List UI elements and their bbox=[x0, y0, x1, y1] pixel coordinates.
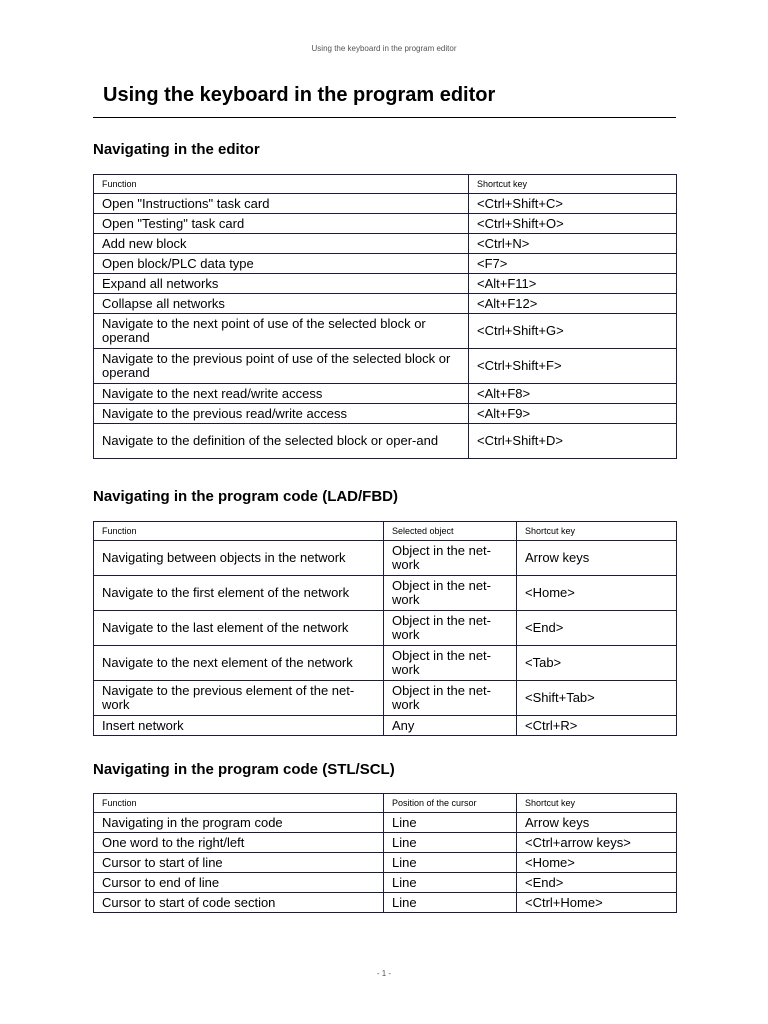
shortcut-cell: <Tab> bbox=[517, 646, 677, 681]
object-cell: Object in the net-work bbox=[384, 541, 517, 576]
table-row bbox=[94, 893, 677, 913]
running-header: Using the keyboard in the program editor bbox=[311, 44, 457, 53]
column-header-shortcut-key: Shortcut key bbox=[517, 522, 677, 541]
function-cell: Navigate to the previous read/write access bbox=[94, 404, 469, 424]
table-row bbox=[94, 294, 677, 314]
table-header-row bbox=[94, 794, 677, 813]
shortcut-cell: <Shift+Tab> bbox=[517, 681, 677, 716]
table-row bbox=[94, 254, 677, 274]
table-row bbox=[94, 813, 677, 833]
table-header-row bbox=[94, 522, 677, 541]
shortcut-cell: <F7> bbox=[469, 254, 677, 274]
object-cell: Object in the net-work bbox=[384, 646, 517, 681]
page-number: - 1 - bbox=[376, 969, 392, 978]
section-heading-editor: Navigating in the editor bbox=[93, 141, 260, 158]
shortcut-cell: <Ctrl+Shift+D> bbox=[469, 424, 677, 459]
shortcut-table-stl-scl bbox=[93, 793, 677, 913]
function-cell: Navigating between objects in the network bbox=[94, 541, 384, 576]
column-header-function: Function bbox=[94, 522, 384, 541]
shortcut-cell: <Ctrl+Home> bbox=[517, 893, 677, 913]
function-cell: Open block/PLC data type bbox=[94, 254, 469, 274]
table-row bbox=[94, 833, 677, 853]
column-header-function: Function bbox=[94, 175, 469, 194]
cursor-position-cell: Line bbox=[384, 873, 517, 893]
shortcut-cell: <End> bbox=[517, 873, 677, 893]
table-row bbox=[94, 873, 677, 893]
function-cell: Navigate to the first element of the network bbox=[94, 576, 384, 611]
shortcut-cell: <Alt+F9> bbox=[469, 404, 677, 424]
shortcut-table-lad-fbd bbox=[93, 521, 677, 736]
function-cell: Navigate to the definition of the selected block or oper-and bbox=[94, 424, 469, 459]
table-row bbox=[94, 214, 677, 234]
table-row bbox=[94, 576, 677, 611]
column-header-function: Function bbox=[94, 794, 384, 813]
shortcut-cell: <Ctrl+Shift+O> bbox=[469, 214, 677, 234]
shortcut-cell: <Ctrl+Shift+F> bbox=[469, 349, 677, 384]
function-cell: Navigate to the previous element of the net-work bbox=[94, 681, 384, 716]
function-cell: Add new block bbox=[94, 234, 469, 254]
function-cell: Cursor to start of code section bbox=[94, 893, 384, 913]
shortcut-cell: <Alt+F12> bbox=[469, 294, 677, 314]
column-header-shortcut-key: Shortcut key bbox=[517, 794, 677, 813]
table-row bbox=[94, 274, 677, 294]
function-cell: Navigate to the next read/write access bbox=[94, 384, 469, 404]
function-cell: Open "Testing" task card bbox=[94, 214, 469, 234]
object-cell: Object in the net-work bbox=[384, 611, 517, 646]
shortcut-table-editor bbox=[93, 174, 677, 459]
function-cell: Navigate to the last element of the network bbox=[94, 611, 384, 646]
cursor-position-cell: Line bbox=[384, 813, 517, 833]
function-cell: Navigate to the next element of the network bbox=[94, 646, 384, 681]
table-header-row bbox=[94, 175, 677, 194]
table-row bbox=[94, 853, 677, 873]
table-row bbox=[94, 424, 677, 459]
function-cell: Insert network bbox=[94, 716, 384, 736]
shortcut-cell: <Ctrl+Shift+G> bbox=[469, 314, 677, 349]
table-row bbox=[94, 404, 677, 424]
cursor-position-cell: Line bbox=[384, 833, 517, 853]
section-heading-lad-fbd: Navigating in the program code (LAD/FBD) bbox=[93, 488, 399, 505]
cursor-position-cell: Line bbox=[384, 853, 517, 873]
shortcut-cell: <Alt+F8> bbox=[469, 384, 677, 404]
shortcut-cell: <Ctrl+R> bbox=[517, 716, 677, 736]
shortcut-cell: <Home> bbox=[517, 853, 677, 873]
function-cell: Cursor to start of line bbox=[94, 853, 384, 873]
table-row bbox=[94, 194, 677, 214]
table-row bbox=[94, 234, 677, 254]
function-cell: Open "Instructions" task card bbox=[94, 194, 469, 214]
cursor-position-cell: Line bbox=[384, 893, 517, 913]
column-header-shortcut-key: Shortcut key bbox=[469, 175, 677, 194]
table-row bbox=[94, 611, 677, 646]
function-cell: Expand all networks bbox=[94, 274, 469, 294]
function-cell: One word to the right/left bbox=[94, 833, 384, 853]
table-row bbox=[94, 349, 677, 384]
shortcut-cell: <Alt+F11> bbox=[469, 274, 677, 294]
function-cell: Cursor to end of line bbox=[94, 873, 384, 893]
table-row bbox=[94, 681, 677, 716]
shortcut-cell: Arrow keys bbox=[517, 813, 677, 833]
table-row bbox=[94, 646, 677, 681]
table-row bbox=[94, 716, 677, 736]
shortcut-cell: Arrow keys bbox=[517, 541, 677, 576]
function-cell: Collapse all networks bbox=[94, 294, 469, 314]
table-row bbox=[94, 314, 677, 349]
title-rule bbox=[93, 117, 676, 118]
column-header-cursor-position: Position of the cursor bbox=[384, 794, 517, 813]
table-row bbox=[94, 541, 677, 576]
page-title: Using the keyboard in the program editor bbox=[103, 84, 496, 106]
object-cell: Any bbox=[384, 716, 517, 736]
object-cell: Object in the net-work bbox=[384, 576, 517, 611]
table-row bbox=[94, 384, 677, 404]
column-header-selected-object: Selected object bbox=[384, 522, 517, 541]
shortcut-cell: <Ctrl+arrow keys> bbox=[517, 833, 677, 853]
function-cell: Navigate to the previous point of use of the selected block or operand bbox=[94, 349, 469, 384]
shortcut-cell: <Ctrl+N> bbox=[469, 234, 677, 254]
function-cell: Navigate to the next point of use of the selected block or operand bbox=[94, 314, 469, 349]
shortcut-cell: <Home> bbox=[517, 576, 677, 611]
object-cell: Object in the net-work bbox=[384, 681, 517, 716]
section-heading-stl-scl: Navigating in the program code (STL/SCL) bbox=[93, 761, 395, 778]
shortcut-cell: <End> bbox=[517, 611, 677, 646]
shortcut-cell: <Ctrl+Shift+C> bbox=[469, 194, 677, 214]
function-cell: Navigating in the program code bbox=[94, 813, 384, 833]
